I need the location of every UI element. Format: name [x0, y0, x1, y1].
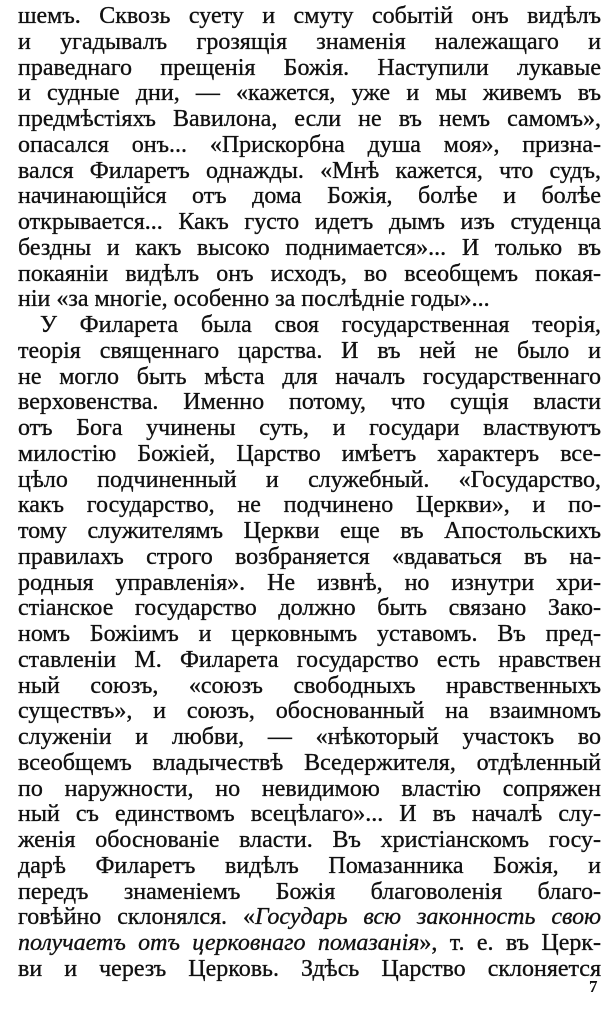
- text-line: бездны и какъ высоко поднимается»... И только въ: [18, 234, 601, 261]
- text-line: [18, 905, 601, 931]
- text-line: шемъ. Сквозь суету и смуту событій онъ видѣлъ: [18, 3, 601, 29]
- text-line: покаяніи видѣлъ онъ исходъ, во всеобщемъ покая-: [18, 260, 601, 287]
- text-line: всеобщемъ владычествѣ Вседержителя, отдѣленный: [18, 749, 601, 776]
- page-body-text: [18, 4, 601, 983]
- text-line: ви и черезъ Церковь. Здѣсь Царство склоняется: [18, 955, 601, 982]
- text-segment: », т. е. въ Церк-: [419, 930, 602, 956]
- paragraph-1: [18, 4, 601, 313]
- text-line: У Филарета была своя государственная теорія,: [40, 312, 601, 338]
- paragraph-2: [18, 313, 601, 983]
- text-line: правилахъ строго возбраняется «вдаваться въ на-: [18, 543, 601, 570]
- text-line: открывается... Какъ густо идетъ дымъ изъ студенца: [18, 209, 601, 235]
- text-line: не могло быть мѣста для началъ государственнаго: [18, 363, 601, 390]
- text-line: предмѣстіяхъ Вавилона, если не въ немъ самомъ»,: [18, 106, 601, 132]
- text-line: милостію Божіей, Царство имѣетъ характеръ все-: [18, 440, 601, 467]
- text-line: вался Филаретъ однажды. «Мнѣ кажется, что судъ,: [18, 157, 601, 184]
- text-line: [18, 931, 601, 957]
- text-line: ный съ единствомъ всецѣлаго»... И въ началѣ слу-: [18, 801, 601, 828]
- text-line: существъ», и союзъ, обоснованный на взаимномъ: [18, 698, 601, 725]
- text-line: тому служителямъ Церкви еще въ Апостольскихъ: [18, 518, 601, 544]
- text-line: номъ Божіимъ и церковнымъ уставомъ. Въ пред-: [18, 621, 601, 647]
- text-line: ніи «за многіе, особенно за послѣдніе годы»...: [18, 286, 490, 313]
- text-line: цѣло подчиненный и служебный. «Государство,: [18, 466, 601, 493]
- page-number: 7: [589, 977, 598, 996]
- text-line: праведнаго прещенія Божія. Наступили лукавые: [18, 54, 601, 81]
- text-line: родныя управленія». Не извнѣ, но изнутри хри-: [18, 569, 601, 596]
- text-line: и судные дни, — «кажется, уже и мы живемъ въ: [18, 80, 601, 107]
- text-line: верховенства. Именно потому, что сущія власти: [18, 389, 601, 416]
- text-line: ставленіи М. Филарета государство есть нравствен: [18, 646, 601, 673]
- text-line: какъ государство, не подчинено Церкви», и по-: [18, 492, 601, 519]
- italic-quote: Государь всю законность свою: [254, 904, 601, 931]
- text-line: служеніи и любви, — «нѣкоторый участокъ во: [18, 724, 601, 750]
- text-line: ный союзъ, «союзъ свободныхъ нравственныхъ: [18, 672, 601, 699]
- text-line: опасался онъ... «Прискорбна душа моя», призна-: [18, 131, 601, 158]
- italic-quote: получаетъ отъ церковнаго помазанія: [18, 930, 420, 956]
- text-line: дарѣ Филаретъ видѣлъ Помазанника Божія, и: [18, 852, 601, 879]
- text-line: по наружности, но невидимою властію сопряжен: [18, 775, 601, 802]
- text-line: теорія священнаго царства. И въ ней не было и: [18, 337, 601, 364]
- text-line: начинающійся отъ дома Божія, болѣе и болѣе: [18, 183, 601, 210]
- text-line: отъ Бога учинены суть, и государи властвуютъ: [18, 415, 601, 441]
- text-segment: говѣйно склонялся. «: [18, 904, 255, 931]
- text-line: передъ знаменіемъ Божія благоволенія благо-: [18, 878, 601, 905]
- text-line: женія обоснованіе власти. Въ христіанскомъ госу-: [18, 827, 601, 853]
- text-line: и угадывалъ грозящія знаменія належащаго и: [18, 28, 601, 55]
- text-line: стіанское государство должно быть связано Зако-: [18, 595, 601, 622]
